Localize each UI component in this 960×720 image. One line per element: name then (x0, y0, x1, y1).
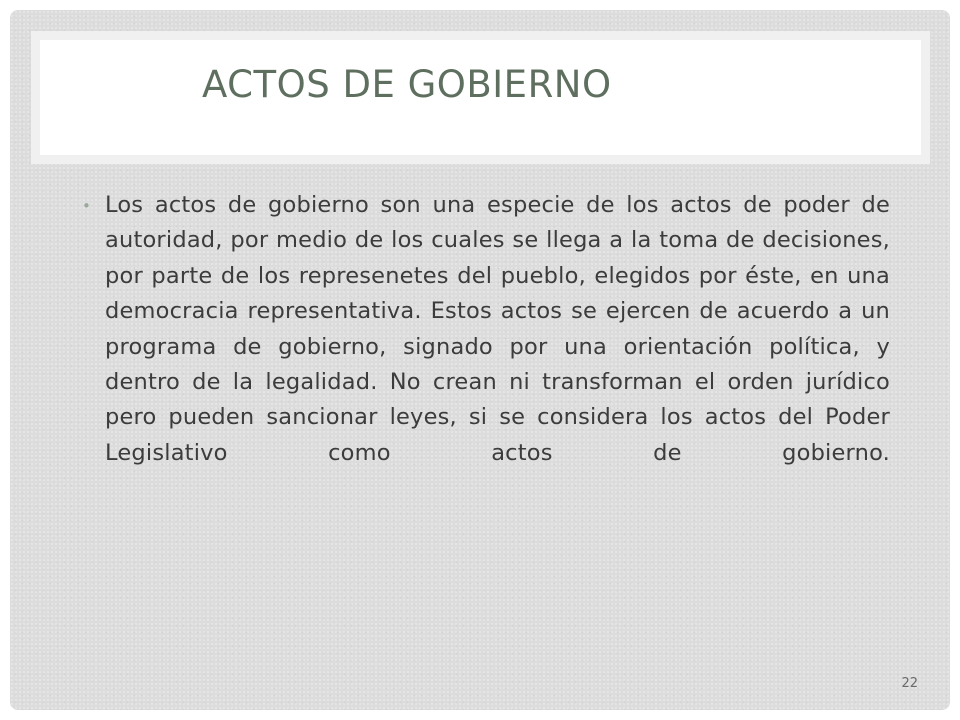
slide (10, 10, 950, 710)
bullet-icon: • (82, 197, 91, 215)
slide-title: ACTOS DE GOBIERNO (202, 63, 612, 106)
content-area (82, 188, 890, 471)
body-paragraph: Los actos de gobierno son una especie de los actos de poder de autoridad, por medio de los cuales se llega a la toma de decisiones, por parte de los represenetes del pueblo, elegidos por éste, en una democracia representativa. Estos actos se ejercen de acuerdo a un programa de gobierno, signado por una orientación política, y dentro de la legalidad. No crean ni transforman el orden jurídico pero pueden sancionar leyes, si se considera los actos del Poder Legislativo como actos de gobierno. (105, 192, 890, 466)
page-number: 22 (901, 676, 918, 691)
